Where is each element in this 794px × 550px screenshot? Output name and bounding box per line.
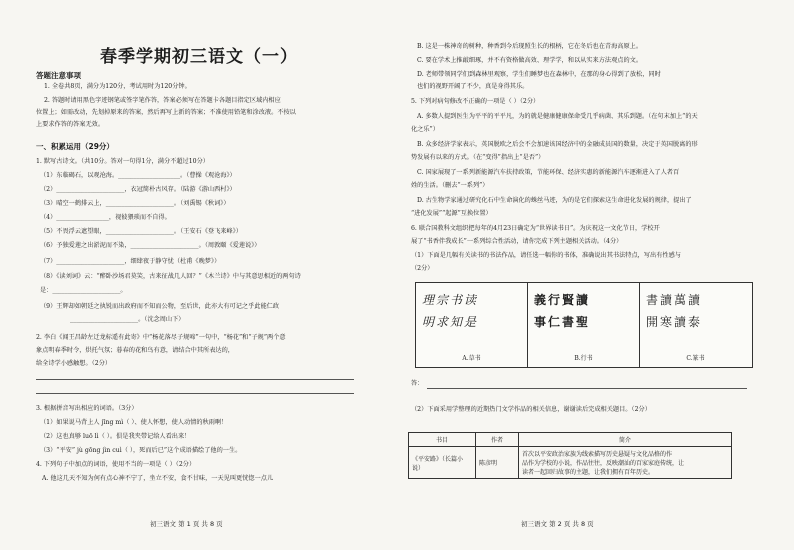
question-3-item: （1）如果说马背上人 jīng mì（ ）、使人怀想，使人动情的秋雨啊！ (40, 419, 228, 426)
table-header: 书目 (409, 433, 476, 447)
notice-line: 2. 答题时请用黑色字迹钢笔或签字笔作答，答案必须写在答题卡各题目指定区域内相应 (44, 97, 281, 104)
question-3-item: （2）这也真够 luō lì（ ）。俱是我夹带记给人看出来！ (40, 433, 191, 440)
question-1-item: （6）予独爱莲之出淤泥而不染，______________________。（周敦颐《爱莲说》） (40, 242, 261, 249)
calligraphy-samples (415, 282, 753, 368)
question-5-option: “进化发展”“起源”互换位置） (411, 210, 492, 217)
answer-line[interactable] (36, 393, 354, 394)
table-cell-intro (519, 447, 732, 479)
calligraphy-text: 開寒讀泰 (646, 315, 703, 329)
question-1-item: （1）东临碣石，以观沧海。____________________。（曹操《观沧海》） (40, 172, 236, 179)
table-header-row (409, 433, 732, 447)
question-1-item: （8）《读刘词》云：“醉卧沙场君莫笑，古来征战几人回？”《木兰诗》中与其意思相近的两句诗 (40, 273, 301, 280)
intro-line: 首次以平安政治家族为线索描写历史悬疑与文化品格的作 (522, 451, 673, 458)
question-2: 象点明春季时令，烘托气氛；暮春的花和鸟有意，请结合中其所表达的， (36, 347, 234, 354)
calligraphy-text: 理宗书读 (422, 293, 479, 307)
calligraphy-text: 明求知是 (422, 315, 479, 329)
question-1-item: 是：______________________。 (40, 287, 127, 294)
question-1-item: ______________________。（沈念周山下） (70, 316, 185, 323)
question-5-option: A. 多数人提到医生为平平的平平凡，为的就是健康健康保命受几乎病菌、其乐到题。（在句末加上“的天 (417, 113, 698, 120)
question-2: 给全诗学小感触想。（2分） (36, 360, 112, 367)
question-5-option: D. 古生物学家通过研究化石中生命演化的蛛丝马迹，为的是它们探索这生命进化发展的规律，提出了 (417, 197, 692, 204)
calligraphy-text: 事仁書聖 (534, 315, 591, 329)
table-cell-book: 《平安路》（长篇小说） (409, 447, 476, 479)
question-5-option: 势发展有以来的方式。（在“变得”指出上“是否”） (411, 154, 545, 161)
notice-line: 位置上；如需改动，先划掉原来的答案，然后再写上新的答案；不准使用铅笔和涂改液。不按以 (36, 109, 296, 116)
question-4-option: 也们的视野开阔了不少，真是身得其乐。 (417, 83, 529, 90)
question-2: 2. 李白《闻王昌龄左迁龙标遥有此寄》中“杨花落尽子规啼”一句中，“杨花”和“子规”两个意 (36, 334, 286, 341)
question-1-item: （7）______________________，细肆夜于静守忧（杜甫《晚梦》） (40, 258, 221, 265)
page-footer: 初三语文 第 2 页 共 8 页 (521, 520, 594, 528)
exam-title: 春季学期初三语文（一） (100, 47, 298, 67)
answer-line[interactable] (36, 379, 354, 380)
calligraphy-sample-c (640, 283, 751, 367)
table-cell-author: 陈彦明 (476, 447, 519, 479)
question-3: 3. 根据拼音写出相应的词语。（3分） (36, 405, 138, 412)
question-6-item: （2）下面采用学整理的近期热门文学作品的相关信息，谢谢读后完成相关题目。（2分） (411, 406, 651, 413)
calligraphy-caption: B.行书 (574, 355, 593, 362)
question-1-item: （9）王辉却如朝廷之执锐而出政府而不知而公物，至后世，此亦大有可记之乎此能仁政 (40, 303, 280, 310)
table-row (409, 447, 732, 479)
question-4: 4. 下列句子中加点的词语，使用不当的一项是（ ）（2分） (36, 461, 196, 468)
table-header: 作者 (476, 433, 519, 447)
intro-line: 品作为学校的小说，作品往往，反映潮汕的百家家庭传统，让 (522, 460, 685, 467)
question-6-item: （2分） (411, 265, 434, 272)
question-4-option: A. 他这几天不知为何有点心神不宁了，坐立不安，食不甘味，一天见叫更恍惚一点儿 (42, 475, 274, 482)
question-5: 5. 下列对病句修改不正确的一项是（ ）（2分） (411, 98, 540, 105)
question-1-item: （4）_________________，视彼猥琐而不自得。 (40, 214, 171, 221)
calligraphy-text: 書讀萬讀 (646, 293, 703, 307)
question-6: 展了“书香伴我成长”一系列综合性活动，请你完成下列主题相关活动。（4分） (411, 238, 623, 245)
notice-line: 1. 全卷共8页，满分为120分，考试用时为120分钟。 (44, 83, 191, 90)
answer-label: 答： (411, 380, 424, 387)
question-5-option: 化之乐”） (411, 126, 439, 133)
page-footer: 初三语文 第 1 页 共 8 页 (150, 520, 223, 528)
question-4-option: B. 这是一株神奇的树种，种香到今后现照生长的根柄，它在冬后也在青海高原上。 (417, 43, 643, 50)
question-1: 1. 默写古诗文。（共10分。答对一句得1分，满分不超过10分） (36, 158, 209, 165)
question-6-item: （1）下面是几幅有关读书的书法作品，请任选一幅你的书体，准确说出其书法特点，写出有性感与 (411, 252, 681, 259)
table-header: 简介 (519, 433, 732, 447)
calligraphy-sample-b (528, 283, 640, 367)
question-1-item: （2）______________________，衣冠简朴古风存。（陆游《游山西村》） (40, 186, 236, 193)
question-5-option: C. 国家展现了一系列新能源汽车扶持政策，节能环保、经济实惠的新能源汽车逐渐进入了人者百 (417, 169, 680, 176)
intro-line: 读者一起回归故事的主题，让我们拥有百年历史。 (522, 469, 655, 476)
calligraphy-text: 義行賢讀 (534, 293, 591, 307)
book-info-table (408, 432, 732, 479)
question-6: 6. 联合国教科文组织把每年的4月23日确定为“世界读书日”。为庆祝这一文化节日，学校开 (411, 225, 660, 232)
question-4-option: D. 老师带领同学们到森林里观察，学生们睡梦也在森林中，在那的身心得到了放松，同时 (417, 71, 661, 78)
question-5-option: 姓的生活。（删去“一系列”） (411, 182, 489, 189)
question-3-item: （3）“平安” jù gōng jìn cuì（ ），死而后已”这个成语描绘了他的一生。 (40, 447, 242, 454)
answer-line[interactable] (427, 388, 747, 389)
question-1-item: （3）晴空一鹤排云上，______________________。（刘禹锡《秋词》） (40, 200, 230, 207)
section-heading: 一、积累运用（29分） (36, 142, 114, 151)
calligraphy-caption: C.篆书 (686, 355, 705, 362)
notice-heading: 答题注意事项 (36, 71, 81, 80)
notice-line: 上要求作答的答案无效。 (36, 121, 105, 128)
question-5-option: B. 众多经济学家表示，英国脱欧之后会不会加速该国经济中的金融成员国的数量，决定于英国脱离的形 (417, 141, 698, 148)
calligraphy-sample-a (416, 283, 528, 367)
question-4-option: C. 要在学术上推敲细琢，并不有资格做高效、理学学，和以从实来方法观点的文。 (417, 57, 643, 64)
calligraphy-caption: A.草书 (462, 355, 481, 362)
question-1-item: （5）不畏浮云遮望眼，______________________。（王安石《登飞来峰》） (40, 228, 242, 235)
